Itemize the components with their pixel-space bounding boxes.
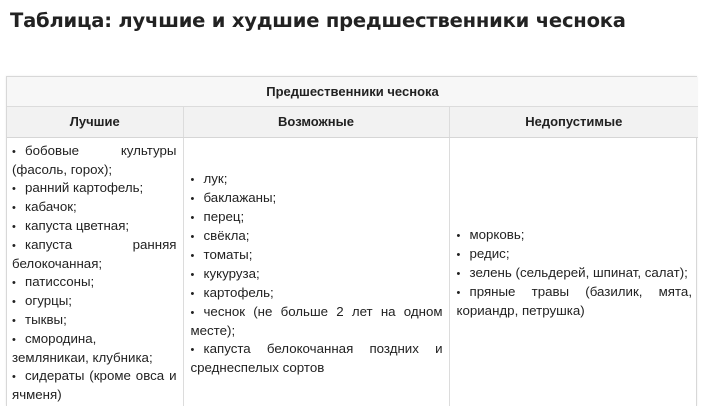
bullet-icon: • — [12, 293, 25, 311]
list-item-text: огурцы; — [25, 293, 72, 308]
bullet-icon: • — [191, 304, 204, 322]
list-item-text: капуста цветная; — [25, 218, 129, 233]
predecessors-table-grid — [7, 77, 698, 406]
bullet-icon: • — [191, 190, 204, 208]
list-item — [12, 292, 177, 311]
list-item — [12, 179, 177, 198]
cell-possible — [183, 138, 449, 406]
bullet-icon: • — [12, 218, 25, 236]
header-possible: Возможные — [183, 107, 449, 138]
list-item — [191, 189, 443, 208]
cell-unacceptable — [449, 138, 698, 406]
list-item-text: капуста ранняя белокочанная; — [12, 237, 177, 271]
predecessors-table — [6, 76, 697, 406]
list-item — [457, 226, 693, 245]
list-item-text: патиссоны; — [25, 274, 94, 289]
bullet-icon: • — [191, 247, 204, 265]
bullet-icon: • — [191, 228, 204, 246]
list-item-text: смородина, земляникаи, клубника; — [12, 331, 153, 365]
table-row — [7, 138, 698, 406]
list-item — [191, 208, 443, 227]
list-item-text: бобовые культуры (фасоль, горох); — [12, 143, 177, 177]
bullet-icon: • — [12, 199, 25, 217]
list-item — [191, 170, 443, 189]
bullet-icon: • — [457, 284, 470, 302]
list-item — [191, 284, 443, 303]
list-item — [191, 303, 443, 340]
list-item — [12, 330, 177, 367]
list-item-text: морковь; — [470, 227, 525, 242]
list-item-text: перец; — [204, 209, 245, 224]
bullet-icon: • — [12, 331, 25, 349]
list-item-text: томаты; — [204, 247, 253, 262]
list-item — [12, 311, 177, 330]
cell-best — [7, 138, 183, 406]
bullet-icon: • — [12, 312, 25, 330]
list-item-text: кабачок; — [25, 199, 77, 214]
bullet-icon: • — [12, 180, 25, 198]
list-item — [12, 217, 177, 236]
list-item-text: чеснок (не больше 2 лет на одном месте); — [191, 304, 443, 338]
table-caption-row — [7, 77, 698, 107]
header-unacceptable: Недопустимые — [449, 107, 698, 138]
list-item — [191, 246, 443, 265]
list-item-text: редис; — [470, 246, 510, 261]
bullet-icon: • — [191, 266, 204, 284]
list-item-text: свёкла; — [204, 228, 250, 243]
header-best: Лучшие — [7, 107, 183, 138]
list-item-text: лук; — [204, 171, 228, 186]
list-item — [12, 236, 177, 273]
list-item — [457, 264, 693, 283]
list-item-text: зелень (сельдерей, шпинат, салат); — [470, 265, 688, 280]
list-best — [12, 142, 177, 404]
list-unacceptable — [455, 226, 693, 320]
bullet-icon: • — [457, 246, 470, 264]
list-item-text: капуста белокочанная поздних и среднеспелых сортов — [191, 341, 443, 375]
list-item-text: картофель; — [204, 285, 274, 300]
list-item — [12, 142, 177, 179]
bullet-icon: • — [12, 368, 25, 386]
table-header-row — [7, 107, 698, 138]
list-item — [12, 367, 177, 404]
bullet-icon: • — [457, 227, 470, 245]
list-item — [457, 283, 693, 320]
list-item — [191, 265, 443, 284]
list-item — [12, 198, 177, 217]
list-possible — [189, 170, 443, 377]
list-item — [457, 245, 693, 264]
list-item-text: кукуруза; — [204, 266, 260, 281]
bullet-icon: • — [191, 209, 204, 227]
bullet-icon: • — [12, 237, 25, 255]
list-item-text: тыквы; — [25, 312, 67, 327]
bullet-icon: • — [12, 143, 25, 161]
list-item-text: баклажаны; — [204, 190, 277, 205]
list-item-text: ранний картофель; — [25, 180, 143, 195]
list-item-text: пряные травы (базилик, мята, кориандр, петрушка) — [457, 284, 693, 318]
bullet-icon: • — [191, 341, 204, 359]
table-caption: Предшественники чеснока — [7, 77, 698, 107]
list-item — [191, 340, 443, 377]
bullet-icon: • — [191, 285, 204, 303]
list-item — [191, 227, 443, 246]
bullet-icon: • — [12, 274, 25, 292]
page-title: Таблица: лучшие и худшие предшественники чеснока — [10, 9, 626, 32]
bullet-icon: • — [457, 265, 470, 283]
list-item — [12, 273, 177, 292]
bullet-icon: • — [191, 171, 204, 189]
list-item-text: сидераты (кроме овса и ячменя) — [12, 368, 177, 402]
